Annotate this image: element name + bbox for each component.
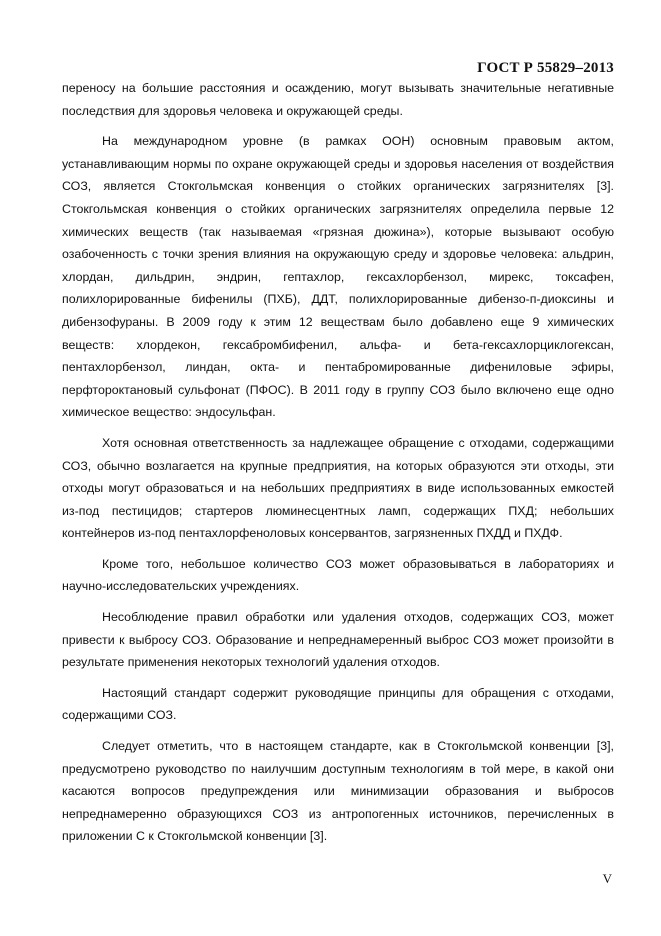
paragraph-continuation: переносу на большие расстояния и осаждению, могут вызывать значительные негативные последствия для здоровья человека и окружающей среды. (62, 81, 614, 118)
page-number: V (602, 871, 612, 886)
paragraph-responsibility: Хотя основная ответственность за надлежащее обращение с отходами, содержащими СОЗ, обычно возлагается на крупные предприятия, на которых образуются эти отходы, эти отходы могут образоваться и на небольших предприятиях в виде использованных емкостей из-под пестицидов; стартеров люминесцентных ламп, содержащих ПХД; небольших контейнеров из-под пентахлорфеноловых консервантов, загрязненных ПХДД и ПХДФ. (62, 435, 614, 541)
paragraph-noncompliance: Несоблюдение правил обработки или удаления отходов, содержащих СОЗ, может привести к выбросу СОЗ. Образование и непреднамеренный выброс СОЗ может произойти в результате применения некоторых технологий удаления отходов. (62, 610, 614, 670)
paragraph-standard-purpose: Настоящий стандарт содержит руководящие принципы для обращения с отходами, содержащими СОЗ. (62, 685, 614, 723)
paragraph-stockholm-convention: На международном уровне (в рамках ООН) основным правовым актом, устанавливающим нормы по охране окружающей среды и здоровья населения от воздействия СОЗ, является Стокгольмская конвенция о стойких органических загрязнителях [3]. Стокгольмская конвенция о стойких органических загрязнителях определила первые 12 химических веществ (так называемая «грязная дюжина»), которые вызывают особую озабоченность с точки зрения влияния на окружающую среду и здоровье человека: альдрин, хлордан, дильдрин, эндрин, гептахлор, гексахлорбензол, мирекс, токсафен, полихлорированные бифенилы (ПХБ), ДДТ, полихлорированные дибензо-п-диоксины и дибензофураны. В 2009 году к этим 12 веществам было добавлено еще 9 химических веществ: хлордекон, гексабромбифенил, альфа- и бета-гексахлорциклогексан, пентахлорбензол, линдан, окта- и пентабромированные дифениловые эфиры, перфтороктановый сульфонат (ПФОС). В 2011 году в группу СОЗ было включено еще одно химическое вещество: эндосульфан. (62, 134, 614, 420)
document-body (62, 77, 614, 856)
paragraph-best-available-techniques: Следует отметить, что в настоящем стандарте, как в Стокгольмской конвенции [3], предусмотрено руководство по наилучшим доступным технологиям в той мере, в какой они касаются вопросов предупреждения или минимизации образования и выбросов непреднамеренно образующихся СОЗ из антропогенных источников, перечисленных в приложении С к Стокгольмской конвенции [3]. (62, 739, 614, 844)
standard-code-header: ГОСТ Р 55829–2013 (477, 60, 614, 76)
paragraph-laboratories: Кроме того, небольшое количество СОЗ может образовываться в лабораториях и научно-исследовательских учреждениях. (62, 556, 614, 594)
